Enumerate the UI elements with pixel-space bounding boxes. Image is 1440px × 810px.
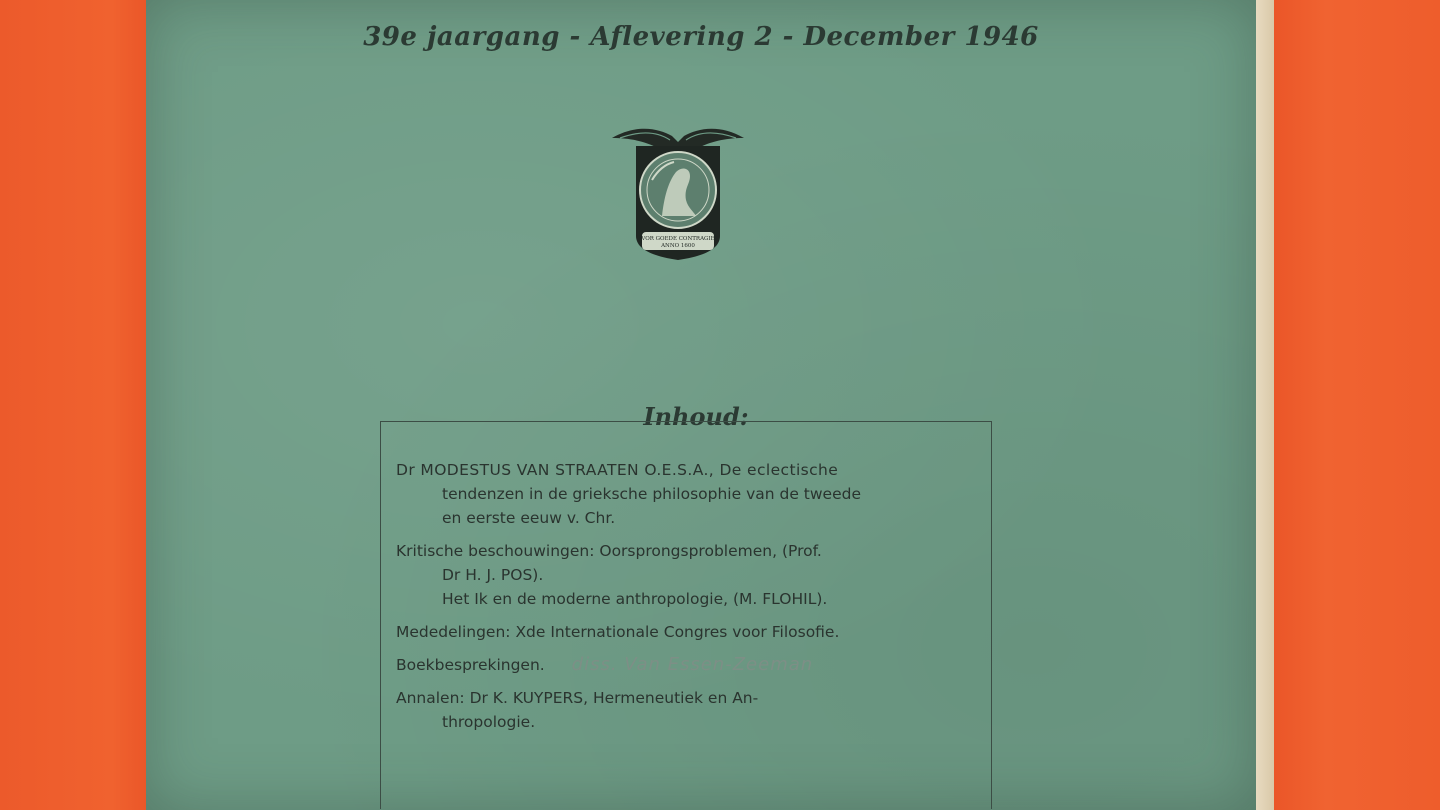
emblem-motto-line2: ANNO 1600: [661, 243, 695, 249]
entry-5-line-1: Annalen: Dr K. KUYPERS, Hermeneutiek en An-: [396, 689, 759, 707]
entry-4-label: Boekbesprekingen.: [396, 656, 545, 674]
publisher-emblem-icon: [606, 120, 750, 268]
contents-entry-1: [396, 458, 982, 530]
journal-cover: [146, 0, 1256, 810]
contents-entry-2: [396, 539, 982, 611]
orange-background-right: [1250, 0, 1440, 810]
orange-background-left: [0, 0, 160, 810]
entry-5-line-2: thropologie.: [442, 713, 536, 731]
contents-heading: Inhoud:: [643, 402, 749, 431]
issue-line: 39e jaargang - Aflevering 2 - December 1946: [363, 22, 1039, 52]
contents-entry-3: [396, 620, 982, 644]
entry-3-line-1: Mededelingen: Xde Internationale Congres voor Filosofie.: [396, 623, 840, 641]
entry-2-line-3: Het Ik en de moderne anthropologie, (M. FLOHIL).: [442, 590, 828, 608]
entry-2-line-1: Kritische beschouwingen: Oorsprongsproblemen, (Prof.: [396, 542, 822, 560]
table-of-contents: [396, 458, 982, 743]
entry-1-line-1: Dr MODESTUS VAN STRAATEN O.E.S.A., De eclectische: [396, 461, 839, 479]
contents-entry-4: [396, 653, 982, 677]
entry-1-line-2: tendenzen in de grieksche philosophie van de tweede: [442, 485, 862, 503]
emblem-motto-line1: VOR GOEDE CONTRAGIE: [641, 236, 715, 242]
contents-entry-5: [396, 686, 982, 734]
handwritten-note: diss. Van Essen-Zeeman: [571, 654, 814, 675]
entry-1-line-3: en eerste eeuw v. Chr.: [442, 509, 616, 527]
entry-2-line-2: Dr H. J. POS).: [442, 566, 544, 584]
